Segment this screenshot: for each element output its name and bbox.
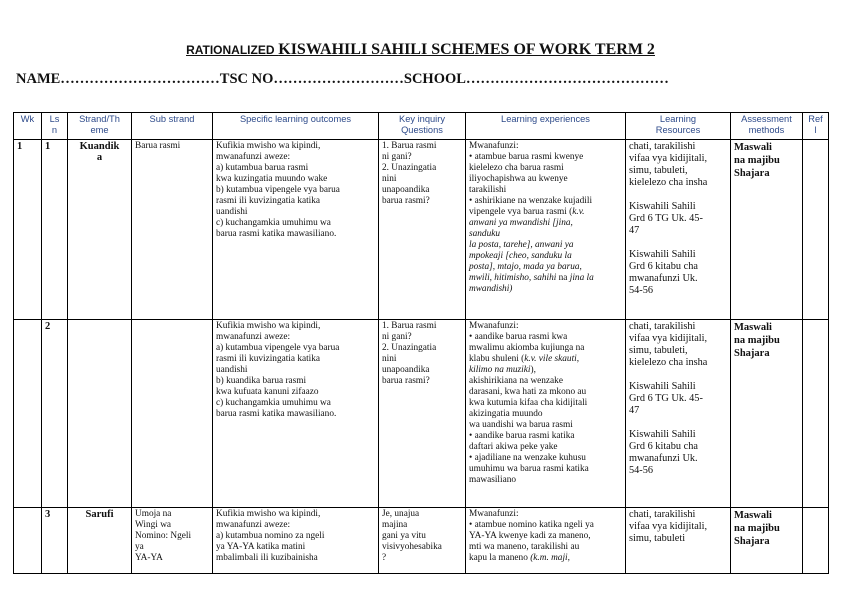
lesson-cell: 2 <box>42 320 68 508</box>
assessment-cell: Maswali na majibu Shajara <box>731 508 803 574</box>
sub-strand-cell <box>132 320 213 508</box>
experiences-cell: Mwanafunzi: • atambue nomino katika ngeli ya YA-YA kwenye kadi za maneno, mti wa maneno, tarakilishi au kapu la maneno (k.m. maji, <box>466 508 626 574</box>
strand-cell <box>68 320 132 508</box>
header-row <box>14 113 829 140</box>
sub-strand-cell: Umoja na Wingi wa Nomino: Ngeli ya YA-YA <box>132 508 213 574</box>
header-assessment: Assessment methods <box>731 113 803 140</box>
inquiry-cell: 1. Barua rasmi ni gani? 2. Unazingatia nini unapoandika barua rasmi? <box>379 140 466 320</box>
header-strand: Strand/Th eme <box>68 113 132 140</box>
assessment-cell: Maswali na majibu Shajara <box>731 140 803 320</box>
table-row <box>14 140 829 320</box>
header-ref: Ref l <box>803 113 829 140</box>
assessment-cell: Maswali na majibu Shajara <box>731 320 803 508</box>
header-wk: Wk <box>14 113 42 140</box>
resources-cell: chati, tarakilishi vifaa vya kidijitali, simu, tabuleti <box>626 508 731 574</box>
header-lsn: Ls n <box>42 113 68 140</box>
resources-cell: chati, tarakilishi vifaa vya kidijitali, simu, tabuleti, kielelezo cha insha Kiswahili Sahili Grd 6 TG Uk. 45- 47 Kiswahili Sahili Grd 6 kitabu cha mwanafunzi Uk. 54-56 <box>626 140 731 320</box>
outcomes-cell: Kufikia mwisho wa kipindi, mwanafunzi aweze: a) kutambua vipengele vya barua rasmi ili kuvizingatia katika uandishi b) kuandika barua rasmi kwa kufuata kanuni zifaazo c) kuchangamkia umuhimu wa barua rasmi katika mawasiliano. <box>213 320 379 508</box>
header-outcomes: Specific learning outcomes <box>213 113 379 140</box>
inquiry-cell: 1. Barua rasmi ni gani? 2. Unazingatia nini unapoandika barua rasmi? <box>379 320 466 508</box>
lesson-cell: 1 <box>42 140 68 320</box>
header-resources: Learning Resources <box>626 113 731 140</box>
name-tsc-school-line: NAME……………………………TSC NO………………………SCHOOL…………………………………… <box>16 71 669 87</box>
header-inquiry: Key inquiry Questions <box>379 113 466 140</box>
experiences-cell: Mwanafunzi: • aandike barua rasmi kwa mwalimu akiomba kujiunga na klabu shuleni (k.v. vile skauti, kilimo na muziki), akishirikiana na wenzake darasani, kwa hati za mkono au kwa kutumia kifaa cha kidijitali akizingatia muundo wa uandishi wa barua rasmi • aandike barua rasmi katika daftari akiwa peke yake • ajadiliane na wenzake kuhusu umuhimu wa barua rasmi katika mawasiliano <box>466 320 626 508</box>
lesson-cell: 3 <box>42 508 68 574</box>
strand-cell: Kuandik a <box>68 140 132 320</box>
header-experiences: Learning experiences <box>466 113 626 140</box>
resources-cell: chati, tarakilishi vifaa vya kidijitali, simu, tabuleti, kielelezo cha insha Kiswahili Sahili Grd 6 TG Uk. 45- 47 Kiswahili Sahili Grd 6 kitabu cha mwanafunzi Uk. 54-56 <box>626 320 731 508</box>
ref-cell <box>803 140 829 320</box>
week-cell <box>14 320 42 508</box>
sub-strand-cell: Barua rasmi <box>132 140 213 320</box>
ref-cell <box>803 320 829 508</box>
document-title: RATIONALIZED KISWAHILI SAHILI SCHEMES OF WORK TERM 2 <box>186 41 655 58</box>
experiences-cell: Mwanafunzi: • atambue barua rasmi kwenye kielelezo cha barua rasmi iliyochapishwa au kwenye tarakilishi • ashirikiane na wenzake kujadili vipengele vya barua rasmi (k.v. anwani ya mwandishi [jina, sanduku la posta, tarehe], anwani ya mpokeaji [cheo, sanduku la posta], mtajo, mada ya barua, mwili, hitimisho, sahihi na jina la mwandishi) <box>466 140 626 320</box>
table-row <box>14 320 829 508</box>
week-cell <box>14 508 42 574</box>
outcomes-cell: Kufikia mwisho wa kipindi, mwanafunzi aweze: a) kutambua nomino za ngeli ya YA-YA katika matini mbalimbali ili kuzibainisha <box>213 508 379 574</box>
table-row <box>14 508 829 574</box>
ref-cell <box>803 508 829 574</box>
schemes-table <box>13 112 829 574</box>
inquiry-cell: Je, unajua majina gani ya vitu visivyohesabika ? <box>379 508 466 574</box>
strand-cell: Sarufi <box>68 508 132 574</box>
header-sub-strand: Sub strand <box>132 113 213 140</box>
week-cell: 1 <box>14 140 42 320</box>
outcomes-cell: Kufikia mwisho wa kipindi, mwanafunzi aweze: a) kutambua barua rasmi kwa kuzingatia muundo wake b) kutambua vipengele vya barua rasmi ili kuvizingatia katika uandishi c) kuchangamkia umuhimu wa barua rasmi katika mawasiliano. <box>213 140 379 320</box>
